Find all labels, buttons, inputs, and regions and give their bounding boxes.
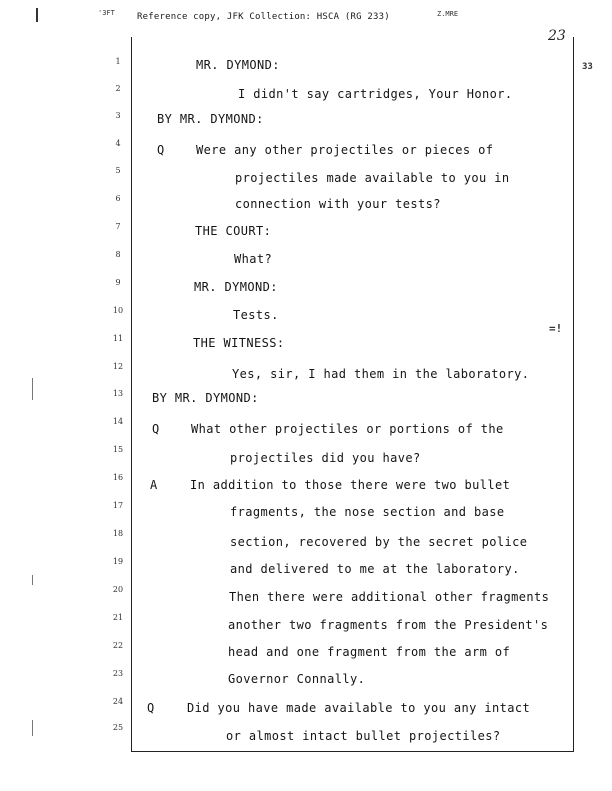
transcript-line: another two fragments from the President's <box>228 618 549 632</box>
scan-mark <box>32 720 33 736</box>
line-number: 10 <box>112 306 124 315</box>
speaker-label: MR. DYMOND: <box>194 280 278 294</box>
line-number: 2 <box>115 84 121 93</box>
line-number: 22 <box>112 641 124 650</box>
transcript-line: In addition to those there were two bullet <box>190 478 511 492</box>
transcript-line: I didn't say cartridges, Your Honor. <box>238 87 513 101</box>
line-number: 23 <box>112 669 124 678</box>
line-number: 18 <box>112 529 124 538</box>
line-number: 15 <box>112 445 124 454</box>
transcript-line: What other projectiles or portions of the <box>191 422 504 436</box>
line-number: 21 <box>112 613 124 622</box>
line-number: 25 <box>112 723 124 732</box>
line-number: 11 <box>112 334 124 343</box>
header-stamp-left: '3FT <box>98 9 115 17</box>
transcript-line: Tests. <box>233 308 279 322</box>
scan-mark <box>32 575 33 585</box>
speaker-label: THE COURT: <box>195 224 272 238</box>
line-number: 19 <box>112 557 124 566</box>
line-number: 3 <box>115 111 121 120</box>
line-number: 7 <box>115 222 121 231</box>
line-number: 5 <box>115 166 121 175</box>
transcript-line: Governor Connally. <box>228 672 366 686</box>
transcript-line: projectiles did you have? <box>230 451 421 465</box>
reference-header: Reference copy, JFK Collection: HSCA (RG 233) <box>137 12 390 22</box>
transcript-line: and delivered to me at the laboratory. <box>230 562 520 576</box>
transcript-line: What? <box>234 252 273 266</box>
question-marker: Q <box>157 143 165 157</box>
transcript-line: section, recovered by the secret police <box>230 535 528 549</box>
transcript-line: Did you have made available to you any intact <box>187 701 531 715</box>
line-number: 13 <box>112 389 124 398</box>
line-number: 17 <box>112 501 124 510</box>
transcript-line: Yes, sir, I had them in the laboratory. <box>232 367 530 381</box>
line-number: 20 <box>112 585 124 594</box>
line-number: 4 <box>115 139 121 148</box>
line-number: 8 <box>115 250 121 259</box>
transcript-line: or almost intact bullet projectiles? <box>226 729 501 743</box>
header-stamp-right: Z.MRE <box>437 10 459 18</box>
scan-mark <box>36 8 38 22</box>
line-number: 14 <box>112 417 124 426</box>
right-margin-mark: 33 <box>582 62 593 72</box>
answer-marker: A <box>150 478 158 492</box>
line-number: 1 <box>115 57 121 66</box>
transcript-line: projectiles made available to you in <box>235 171 510 185</box>
line-number: 24 <box>112 697 124 706</box>
speaker-label: MR. DYMOND: <box>196 58 280 72</box>
transcript-line: Then there were additional other fragments <box>229 590 550 604</box>
transcript-line: head and one fragment from the arm of <box>228 645 511 659</box>
question-marker: Q <box>152 422 160 436</box>
line-number: 9 <box>115 278 121 287</box>
question-marker: Q <box>147 701 155 715</box>
transcript-line: fragments, the nose section and base <box>230 505 505 519</box>
line-number: 6 <box>115 194 121 203</box>
transcript-line: connection with your tests? <box>235 197 441 211</box>
examination-label: BY MR. DYMOND: <box>152 391 259 405</box>
speaker-label: THE WITNESS: <box>193 336 285 350</box>
examination-label: BY MR. DYMOND: <box>157 112 264 126</box>
scan-mark <box>32 378 33 400</box>
page-number: 23 <box>548 28 566 44</box>
line-number: 12 <box>112 362 124 371</box>
line-number: 16 <box>112 473 124 482</box>
margin-marks: =! <box>549 322 563 335</box>
transcript-line: Were any other projectiles or pieces of <box>196 143 494 157</box>
